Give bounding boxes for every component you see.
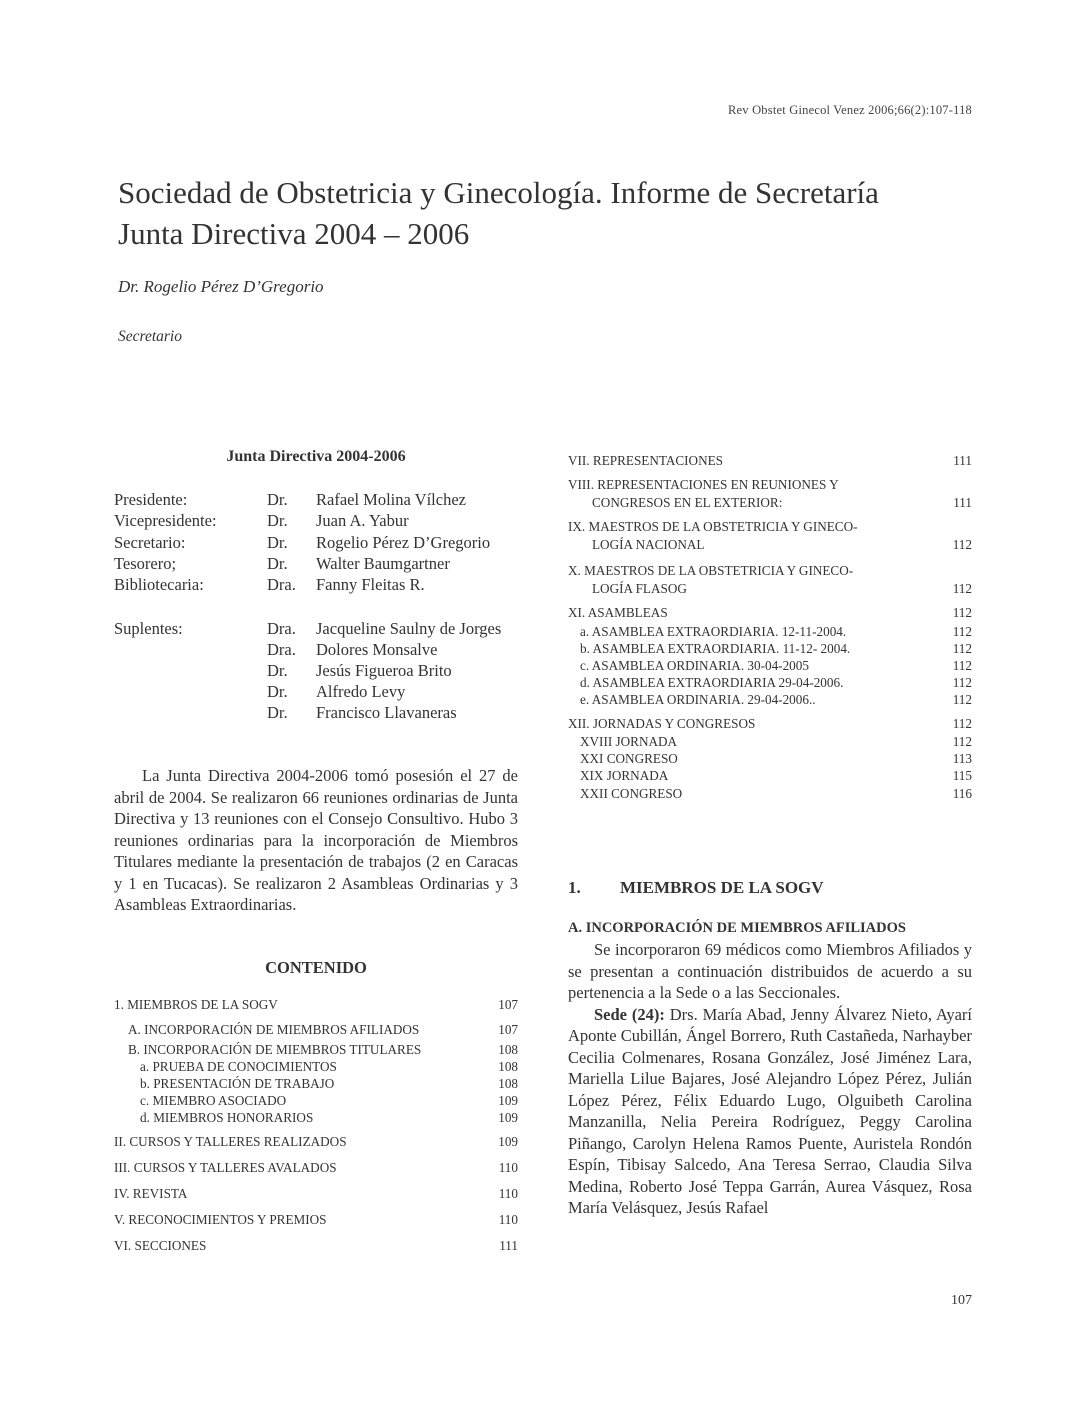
running-head: Rev Obstet Ginecol Venez 2006;66(2):107-118: [728, 103, 972, 117]
section-title: MIEMBROS DE LA SOGV: [620, 878, 824, 897]
toc-entry-page: 109: [498, 1110, 518, 1125]
board-row: [114, 490, 524, 511]
toc-entry-title: XI. ASAMBLEAS: [568, 605, 668, 620]
toc-entry-title: XXI CONGRESO: [580, 751, 678, 766]
board-row: [114, 575, 524, 596]
toc-entry: [592, 495, 972, 512]
toc-entry: [114, 1134, 518, 1151]
toc-entry-title: X. MAESTROS DE LA OBSTETRICIA Y GINECO-: [568, 563, 854, 578]
toc-entry-page: 115: [952, 768, 972, 783]
toc-entry: [580, 641, 972, 658]
toc-entry-page: 113: [952, 751, 972, 766]
board-name: Juan A. Yabur: [316, 511, 409, 530]
toc-entry: [140, 1093, 518, 1110]
board-role: Presidente:: [114, 490, 188, 509]
toc-entry-page: 112: [952, 641, 972, 656]
title-line-1: Sociedad de Obstetricia y Ginecología. Informe de Secretaría: [118, 175, 879, 210]
body-paragraph-2: [568, 1004, 972, 1219]
toc-entry-title: XXII CONGRESO: [580, 786, 683, 801]
author: Dr. Rogelio Pérez D’Gregorio: [118, 277, 324, 296]
toc-entry: [128, 1022, 518, 1039]
page-title: [118, 172, 998, 254]
toc-entry: [592, 581, 972, 598]
toc-entry: [114, 1238, 518, 1255]
toc-entry-page: 109: [498, 1093, 518, 1108]
body-text: [568, 939, 972, 1219]
board-title: Dra.: [267, 575, 296, 594]
toc-entry-page: 111: [953, 453, 972, 468]
board-title: Dr.: [267, 661, 288, 680]
toc-entry-title: LOGÍA FLASOG: [592, 581, 687, 596]
toc-entry: [580, 751, 972, 768]
board-name: Dolores Monsalve: [316, 640, 438, 659]
toc-entry-title: IX. MAESTROS DE LA OBSTETRICIA Y GINECO-: [568, 519, 858, 534]
toc-entry: [568, 453, 972, 470]
toc-entry: [568, 519, 972, 536]
board-role: Bibliotecaria:: [114, 575, 204, 594]
toc-entry-title: VIII. REPRESENTACIONES EN REUNIONES Y: [568, 477, 839, 492]
board-row: [114, 661, 524, 682]
board-row: [114, 682, 524, 703]
board-name: Walter Baumgartner: [316, 554, 450, 573]
toc-entry: [580, 768, 972, 785]
toc-entry-page: 108: [498, 1059, 518, 1074]
toc-entry-page: 111: [953, 495, 972, 510]
toc-entry: [114, 1160, 518, 1177]
toc-entry: [592, 537, 972, 554]
subsection-heading-a: A. INCORPORACIÓN DE MIEMBROS AFILIADOS: [568, 920, 906, 936]
toc-entry-title: II. CURSOS Y TALLERES REALIZADOS: [114, 1134, 347, 1149]
toc-entry-page: 112: [952, 605, 972, 620]
title-line-2: Junta Directiva 2004 – 2006: [118, 216, 470, 251]
toc-entry-page: 112: [952, 658, 972, 673]
toc-entry-page: 109: [498, 1134, 518, 1149]
board-row: [114, 640, 524, 661]
toc-entry-page: 112: [952, 716, 972, 731]
sede-label: Sede (24):: [594, 1004, 665, 1024]
board-row: [114, 703, 524, 724]
toc-entry: [580, 658, 972, 675]
board-row: [114, 511, 524, 532]
intro-paragraph: [114, 765, 518, 916]
toc-entry-page: 116: [952, 786, 972, 801]
contents-heading: CONTENIDO: [265, 958, 367, 977]
toc-entry: [580, 624, 972, 641]
toc-entry-page: 107: [498, 997, 518, 1012]
toc-entry-page: 108: [498, 1042, 518, 1057]
board-title: Dra.: [267, 640, 296, 659]
toc-entry: [128, 1042, 518, 1059]
toc-entry-page: 107: [498, 1022, 518, 1037]
board-name: Francisco Llavaneras: [316, 703, 457, 722]
toc-entry-title: A. INCORPORACIÓN DE MIEMBROS AFILIADOS: [128, 1022, 420, 1037]
toc-entry: [114, 1186, 518, 1203]
board-role: Secretario:: [114, 533, 186, 552]
board-name: Alfredo Levy: [316, 682, 406, 701]
toc-entry-title: B. INCORPORACIÓN DE MIEMBROS TITULARES: [128, 1042, 422, 1057]
board-name: Rafael Molina Vílchez: [316, 490, 466, 509]
board-role: Tesorero;: [114, 554, 177, 573]
board-row: [114, 554, 524, 575]
toc-entry-title: V. RECONOCIMIENTOS Y PREMIOS: [114, 1212, 327, 1227]
board-title: Dr.: [267, 703, 288, 722]
body-paragraph-1: Se incorporaron 69 médicos como Miembros Afiliados y se presentan a continuación distribuidos de acuerdo a su pertenencia a la Sede o a las Seccionales.: [568, 940, 972, 1002]
board-name: Fanny Fleitas R.: [316, 575, 425, 594]
toc-entry: [580, 692, 972, 709]
section-number: 1.: [568, 878, 581, 897]
toc-entry-title: a. ASAMBLEA EXTRAORDIARIA. 12-11-2004.: [580, 624, 847, 639]
author-role: Secretario: [118, 328, 182, 345]
toc-entry: [580, 786, 972, 803]
toc-entry: [568, 477, 972, 494]
toc-entry-page: 110: [498, 1160, 518, 1175]
toc-entry-title: IV. REVISTA: [114, 1186, 188, 1201]
toc-entry-page: 108: [498, 1076, 518, 1091]
sede-names: Drs. María Abad, Jenny Álvarez Nieto, Ayarí Aponte Cubillán, Ángel Borrero, Ruth Castañeda, Narhayber Cecilia Colmenares, Rosana González, José Jiménez Lara, Mariella Lilue Bajares, José Alejandro López Pérez, Julián López Pérez, Félix Eduardo Lugo, Olguibeth Carolina Manzanilla, Nelia Pereira Rodríguez, Peggy Carolina Piñango, Carolyn Helena Ramos Puente, Auristela Rondón Espín, Tibisay Salcedo, Ana Teresa Serrao, Claudia Silva Medina, Roberto José Teppa Garrán, Aurea Vásquez, Rosa María Velásquez, Jesús Rafael: [568, 1004, 972, 1217]
toc-entry-title: d. MIEMBROS HONORARIOS: [140, 1110, 314, 1125]
toc-entry-title: VI. SECCIONES: [114, 1238, 207, 1253]
toc-entry-title: XII. JORNADAS Y CONGRESOS: [568, 716, 756, 731]
board-role: Vicepresidente:: [114, 511, 217, 530]
toc-entry: [114, 997, 518, 1014]
toc-entry-page: 112: [952, 692, 972, 707]
toc-entry: [140, 1059, 518, 1076]
toc-entry-title: b. ASAMBLEA EXTRAORDIARIA. 11-12- 2004.: [580, 641, 851, 656]
page-number: 107: [951, 1293, 972, 1308]
board-title: Dr.: [267, 554, 288, 573]
toc-entry-title: VII. REPRESENTACIONES: [568, 453, 723, 468]
toc-entry: [140, 1076, 518, 1093]
board-heading: Junta Directiva 2004-2006: [226, 448, 406, 465]
toc-entry: [580, 734, 972, 751]
toc-entry-page: 111: [499, 1238, 518, 1253]
board-title: Dr.: [267, 682, 288, 701]
toc-entry-page: 112: [952, 581, 972, 596]
board-title: Dr.: [267, 533, 288, 552]
toc-entry-title: d. ASAMBLEA EXTRAORDIARIA 29-04-2006.: [580, 675, 844, 690]
toc-entry-title: b. PRESENTACIÓN DE TRABAJO: [140, 1076, 335, 1091]
board-name: Jacqueline Saulny de Jorges: [316, 619, 502, 638]
toc-entry: [580, 675, 972, 692]
toc-entry-title: c. MIEMBRO ASOCIADO: [140, 1093, 287, 1108]
toc-entry-page: 112: [952, 734, 972, 749]
board-name: Rogelio Pérez D’Gregorio: [316, 533, 491, 552]
board-title: Dr.: [267, 490, 288, 509]
board-title: Dr.: [267, 511, 288, 530]
toc-entry-page: 112: [952, 675, 972, 690]
toc-entry-title: 1. MIEMBROS DE LA SOGV: [114, 997, 278, 1012]
toc-entry-title: c. ASAMBLEA ORDINARIA. 30-04-2005: [580, 658, 809, 673]
toc-entry-title: CONGRESOS EN EL EXTERIOR:: [592, 495, 783, 510]
board-row: [114, 533, 524, 554]
intro-text: La Junta Directiva 2004-2006 tomó posesión el 27 de abril de 2004. Se realizaron 66 reuniones ordinarias de Junta Directiva y 13 reuniones con el Consejo Consultivo. Hubo 3 reuniones ordinarias para la incorporación de Miembros Titulares mediante la presentación de trabajos (2 en Caracas y 1 en Tucacas). Se realizaron 2 Asambleas Ordinarias y 3 Asambleas Extraordinarias.: [114, 766, 518, 914]
toc-entry: [114, 1212, 518, 1229]
toc-entry: [568, 563, 972, 580]
toc-entry-title: a. PRUEBA DE CONOCIMIENTOS: [140, 1059, 337, 1074]
board-title: Dra.: [267, 619, 296, 638]
board-name: Jesús Figueroa Brito: [316, 661, 452, 680]
toc-entry: [568, 605, 972, 622]
toc-entry-page: 110: [498, 1186, 518, 1201]
toc-entry: [568, 716, 972, 733]
toc-entry-page: 110: [498, 1212, 518, 1227]
toc-entry-title: III. CURSOS Y TALLERES AVALADOS: [114, 1160, 337, 1175]
toc-entry-page: 112: [952, 624, 972, 639]
board-role: Suplentes:: [114, 619, 183, 638]
toc-entry-title: XIX JORNADA: [580, 768, 669, 783]
board-row: [114, 619, 524, 640]
toc-entry-page: 112: [952, 537, 972, 552]
toc-entry-title: e. ASAMBLEA ORDINARIA. 29-04-2006..: [580, 692, 816, 707]
toc-entry: [140, 1110, 518, 1127]
toc-entry-title: XVIII JORNADA: [580, 734, 678, 749]
toc-entry-title: LOGÍA NACIONAL: [592, 537, 705, 552]
